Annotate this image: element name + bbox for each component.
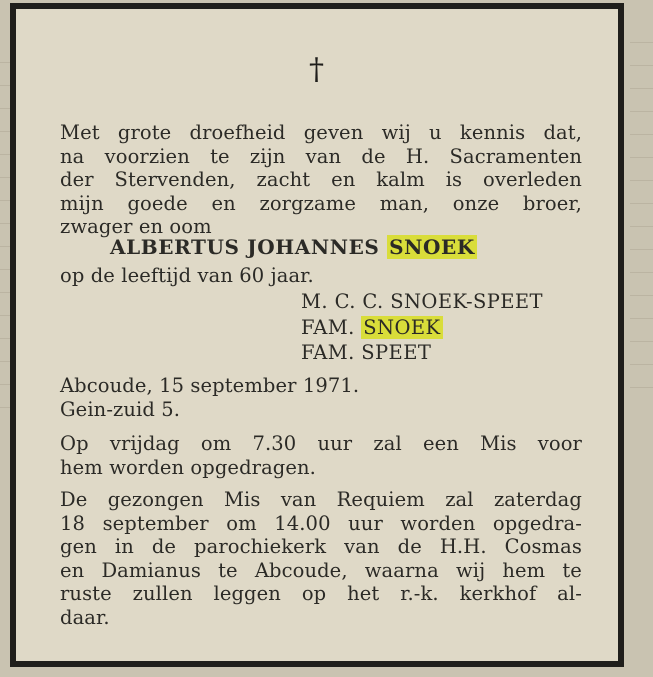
word: voor	[537, 432, 582, 455]
family-line-1: M. C. C. SNOEK-SPEET	[301, 290, 543, 313]
word: zijn	[249, 144, 286, 168]
word: de	[361, 144, 386, 168]
word: r.-k.	[400, 582, 439, 605]
deceased-name	[110, 235, 477, 259]
word: te	[562, 558, 582, 582]
address: Gein-zuid 5.	[60, 397, 181, 421]
intro-line	[60, 121, 582, 145]
word: Op	[60, 432, 89, 455]
intro-line	[60, 168, 582, 192]
word: zacht	[256, 168, 311, 191]
word: en	[211, 191, 236, 215]
mass-paragraph	[60, 432, 582, 479]
word: kalm	[376, 168, 425, 191]
word: geven	[303, 121, 364, 144]
word: september	[102, 511, 209, 535]
requiem-paragraph	[60, 488, 582, 629]
word: Abcoude,	[254, 558, 348, 582]
requiem-line	[60, 512, 582, 536]
family-line-2: FAM. SNOEK	[301, 316, 441, 339]
word: Requiem	[336, 488, 425, 511]
word: en	[331, 168, 356, 191]
requiem-line	[60, 582, 582, 606]
word: van	[305, 144, 342, 168]
word: zal	[373, 432, 402, 455]
word: wij	[381, 121, 411, 144]
place-date: Abcoude, 15 september 1971.	[60, 374, 360, 397]
word: zal	[445, 488, 474, 511]
word: ruste	[60, 582, 112, 605]
word: zorgzame	[259, 191, 357, 215]
word: goede	[127, 191, 188, 215]
word: leggen	[213, 582, 281, 605]
intro-paragraph	[60, 121, 582, 239]
word: voorzien	[104, 144, 190, 168]
family-surname-highlighted: SNOEK	[363, 316, 441, 339]
family-line-3: FAM. SPEET	[301, 341, 432, 364]
death-notice	[16, 9, 618, 661]
word: waarna	[364, 558, 439, 582]
word: na	[60, 144, 85, 168]
word: te	[218, 558, 238, 582]
word: op	[301, 582, 327, 605]
word: Mis	[223, 488, 261, 511]
word: uur	[348, 511, 383, 535]
intro-line	[60, 192, 582, 216]
word: is	[445, 168, 463, 191]
word: der	[60, 168, 94, 191]
word: Cosmas	[504, 535, 582, 558]
adjacent-column-right	[630, 20, 653, 670]
word: zaterdag	[493, 488, 582, 511]
requiem-line	[60, 559, 582, 583]
word: mijn	[60, 191, 104, 215]
word: het	[347, 582, 380, 605]
word: broer,	[522, 191, 582, 215]
word: een	[422, 432, 459, 455]
word: de	[151, 535, 177, 558]
word: Stervenden,	[114, 168, 236, 191]
word: overleden	[483, 168, 582, 191]
word: en	[60, 558, 85, 582]
requiem-line	[60, 488, 582, 512]
requiem-line	[60, 535, 582, 559]
word: om	[226, 511, 257, 535]
word: Damianus	[101, 558, 201, 582]
word: 18	[60, 511, 86, 535]
word: al-	[557, 582, 582, 605]
word: H.	[405, 144, 430, 168]
word: 7.30	[252, 432, 297, 455]
mass-line	[60, 432, 582, 456]
place-date-block	[60, 374, 582, 421]
word: wij	[455, 558, 486, 582]
word: gen	[60, 535, 97, 558]
word: hem	[502, 558, 546, 582]
cross-symbol: †	[309, 52, 324, 87]
word: u	[429, 121, 442, 144]
word: onze	[452, 191, 500, 215]
word: te	[210, 144, 230, 168]
word: opgedra-	[492, 511, 582, 535]
mass-line: hem worden opgedragen.	[60, 455, 316, 479]
word: uur	[317, 432, 353, 455]
word: 14.00	[274, 511, 331, 535]
word: droefheid	[189, 121, 286, 144]
intro-line: zwager en oom	[60, 215, 212, 238]
word: vrijdag	[109, 432, 180, 455]
word: om	[200, 432, 232, 455]
requiem-line: daar.	[60, 605, 110, 629]
word: kennis	[459, 121, 526, 144]
intro-line	[60, 145, 582, 169]
name-given: ALBERTUS JOHANNES	[110, 235, 380, 259]
word: De	[60, 488, 88, 511]
death-notice-frame	[10, 3, 624, 667]
word: kerkhof	[459, 582, 537, 605]
word: Mis	[480, 432, 517, 455]
word: worden	[400, 511, 476, 535]
word: zullen	[132, 582, 193, 605]
word: H.H.	[439, 535, 487, 558]
age-line: op de leeftijd van 60 jaar.	[60, 264, 314, 287]
word: dat,	[543, 121, 582, 144]
name-surname-highlighted: SNOEK	[389, 235, 475, 259]
word: van	[280, 488, 317, 511]
word: man,	[379, 191, 429, 215]
word: parochiekerk	[194, 535, 327, 558]
word: Sacramenten	[449, 144, 582, 168]
word: grote	[117, 121, 172, 144]
word: Met	[60, 121, 100, 144]
word: van	[344, 535, 380, 558]
word: in	[114, 535, 134, 558]
word: de	[397, 535, 422, 558]
word: gezongen	[107, 488, 204, 511]
